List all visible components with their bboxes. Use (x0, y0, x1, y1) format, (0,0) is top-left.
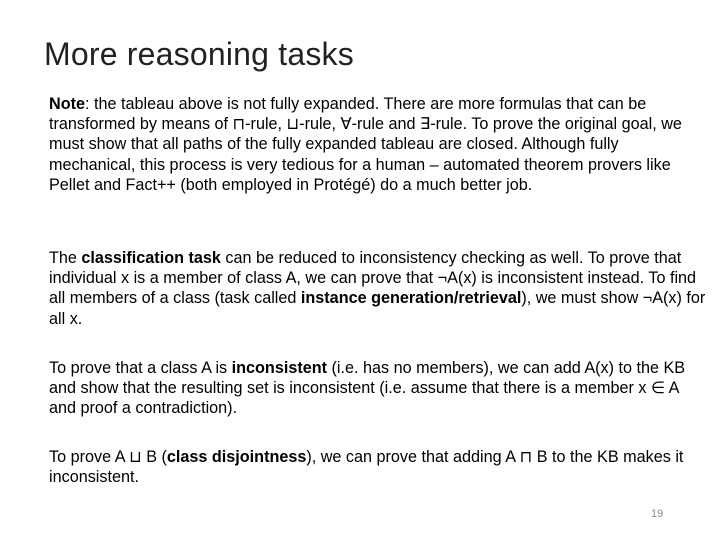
inconsistent-text-2: (i.e. has no members), we can add A(x) to the KB and show that the resulting set is inconsistent (i.e. assume that there is a member x ∈ A and proof a contradiction). (49, 359, 686, 418)
disjointness-text-2: ), we can prove that adding A ⊓ B to the KB makes it inconsistent. (49, 448, 684, 487)
inconsistent-term: inconsistent (231, 359, 327, 377)
classification-text-3: ), we must show ¬A(x) for all x. (49, 289, 706, 328)
slide-title: More reasoning tasks (44, 36, 354, 72)
inconsistent-text-1: To prove that a class A is (49, 359, 232, 377)
class-disjointness-term: class disjointness (166, 448, 307, 466)
paragraph-inconsistent (49, 358, 709, 419)
paragraph-classification (49, 248, 709, 329)
classification-task-term: classification task (81, 249, 221, 267)
page-number: 19 (651, 508, 664, 520)
paragraph-disjointness (49, 447, 709, 487)
disjointness-text-1: To prove A ⊔ B ( (49, 448, 167, 466)
instance-retrieval-term: instance generation/retrieval (300, 289, 522, 308)
paragraph-note (49, 94, 709, 195)
note-label: Note (49, 95, 85, 113)
classification-text-1: The (49, 249, 82, 267)
classification-text-2: can be reduced to inconsistency checking as well. To prove that individual x is a member of class A, we can prove that ¬A(x) is inconsistent instead. To find all members of a class (task called (49, 249, 697, 308)
note-text: : the tableau above is not fully expanded. There are more formulas that can be transformed by means of ⊓-rule, ⊔-rule, ∀-rule and ∃-rule. To prove the original goal, we must show that all paths of the fully expanded tableau are closed. Although fully mechanical, this process is very tedious for a human – automated theorem provers like Pellet and Fact++ (both employed in Protégé) do a much better job. (49, 95, 682, 194)
